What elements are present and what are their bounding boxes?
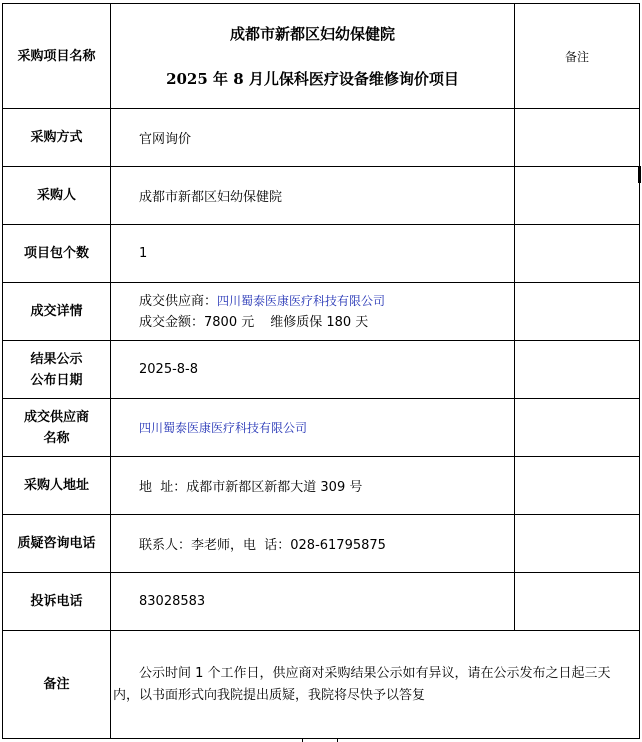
row-buyer — [3, 167, 640, 225]
bottom-tick — [337, 738, 338, 742]
note-cell — [515, 283, 640, 341]
note-header: 备注 — [515, 4, 640, 109]
note-cell — [515, 515, 640, 573]
bottom-tick — [302, 738, 303, 742]
edge-marker — [638, 166, 641, 183]
note-cell — [515, 573, 640, 631]
row-deal-supplier — [3, 399, 640, 457]
note-cell — [515, 167, 640, 225]
label-inquiry-phone: 质疑咨询电话 — [3, 515, 111, 573]
title-project: 2025 年 8 月儿保科医疗设备维修询价项目 — [166, 70, 459, 88]
row-complaint-phone — [3, 573, 640, 631]
value-deal-supplier — [111, 399, 515, 457]
value-deal-details — [111, 283, 515, 341]
value-package-count: 1 — [111, 225, 515, 283]
label-remark: 备注 — [3, 631, 111, 739]
row-buyer-address — [3, 457, 640, 515]
label-package-count: 项目包个数 — [3, 225, 111, 283]
label-publish-date — [3, 341, 111, 399]
value-buyer-address: 地 址：成都市新都区新都大道 309 号 — [111, 457, 515, 515]
value-buyer: 成都市新都区妇幼保健院 — [111, 167, 515, 225]
row-inquiry-phone — [3, 515, 640, 573]
remark-text-cell — [111, 631, 640, 739]
row-package-count — [3, 225, 640, 283]
deal-supplier-name: 四川蜀泰医康医疗科技有限公司 — [139, 421, 308, 435]
label-method: 采购方式 — [3, 109, 111, 167]
label-buyer: 采购人 — [3, 167, 111, 225]
note-cell — [515, 399, 640, 457]
row-publish-date — [3, 341, 640, 399]
row-remark — [3, 631, 640, 739]
label-complaint-phone: 投诉电话 — [3, 573, 111, 631]
note-cell — [515, 341, 640, 399]
value-inquiry-phone: 联系人：李老师，电 话：028-61795875 — [111, 515, 515, 573]
title-hospital: 成都市新都区妇幼保健院 — [229, 25, 395, 43]
label-deal-supplier-line1: 成交供应商 — [23, 409, 89, 425]
label-publish-date-line1: 结果公示 — [30, 351, 83, 367]
procurement-result-table — [2, 3, 640, 739]
value-publish-date: 2025-8-8 — [111, 341, 515, 399]
supplier-prefix: 成交供应商： — [139, 293, 218, 309]
row-project-name — [3, 4, 640, 109]
note-cell — [515, 457, 640, 515]
warranty: 维修质保 180 天 — [270, 314, 369, 330]
project-title — [111, 4, 515, 109]
deal-amount-line — [139, 312, 514, 333]
label-buyer-address: 采购人地址 — [3, 457, 111, 515]
label-deal-supplier — [3, 399, 111, 457]
remark-text: 公示时间 1 个工作日，供应商对采购结果公示如有异议，请在公示发布之日起三天内，以书面形式向我院提出质疑，我院将尽快予以答复 — [113, 665, 611, 703]
row-method — [3, 109, 640, 167]
label-deal-supplier-line2: 名称 — [43, 430, 70, 446]
supplier-name: 四川蜀泰医康医疗科技有限公司 — [217, 293, 386, 308]
value-method: 官网询价 — [111, 109, 515, 167]
note-cell — [515, 225, 640, 283]
value-complaint-phone: 83028583 — [111, 573, 515, 631]
label-project-name: 采购项目名称 — [3, 4, 111, 109]
row-deal-details — [3, 283, 640, 341]
note-cell — [515, 109, 640, 167]
deal-supplier-line — [139, 291, 514, 312]
label-deal-details: 成交详情 — [3, 283, 111, 341]
label-publish-date-line2: 公布日期 — [30, 372, 83, 388]
deal-amount: 成交金额：7800 元 — [139, 314, 255, 330]
